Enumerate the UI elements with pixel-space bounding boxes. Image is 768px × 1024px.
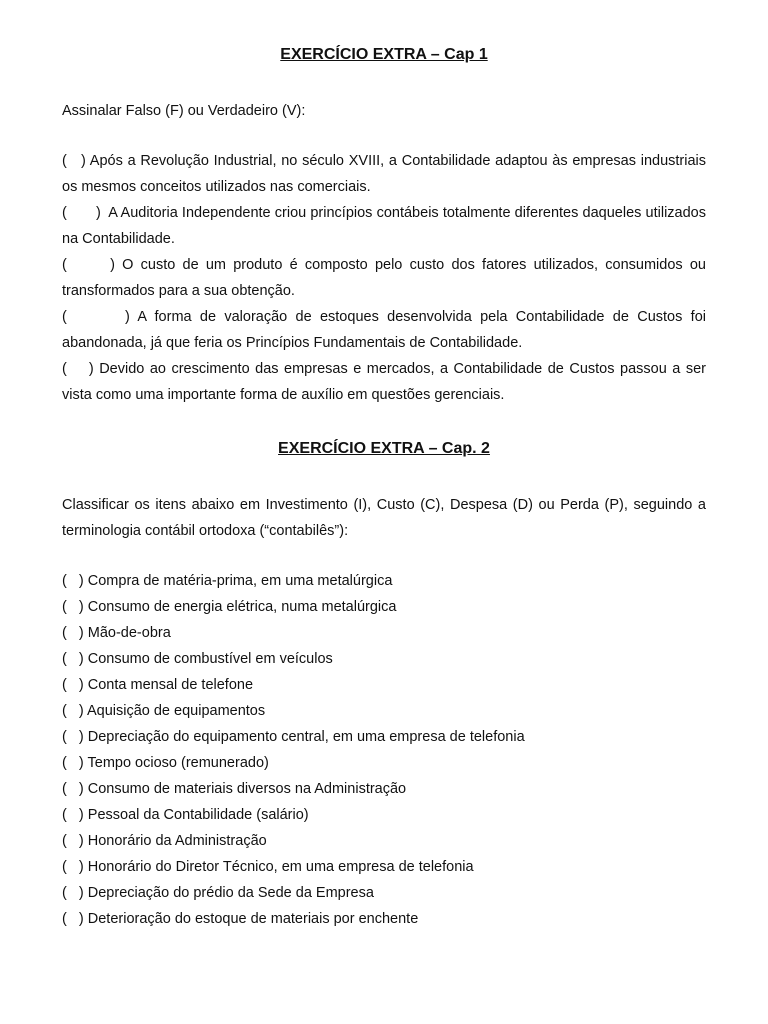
section2-item: ( ) Honorário da Administração (62, 833, 267, 849)
section2-item: ( ) Consumo de energia elétrica, numa metalúrgica (62, 599, 397, 615)
section1-item: ( ) O custo de um produto é composto pelo custo dos fatores utilizados, consumidos ou transformados para a sua obtenção. (62, 257, 711, 299)
section2-item: ( ) Consumo de combustível em veículos (62, 651, 333, 667)
section2-item: ( ) Deterioração do estoque de materiais por enchente (62, 911, 419, 927)
section2-item-list (62, 568, 706, 932)
section2-item: ( ) Depreciação do prédio da Sede da Empresa (62, 885, 374, 901)
section2-item: ( ) Honorário do Diretor Técnico, em uma empresa de telefonia (62, 859, 474, 875)
section2-item: ( ) Tempo ocioso (remunerado) (62, 755, 269, 771)
section1-item: ( ) A forma de valoração de estoques desenvolvida pela Contabilidade de Custos foi abandonada, já que feria os Princípios Fundamentais de Contabilidade. (62, 309, 711, 351)
section1-item-list (62, 148, 711, 408)
section1-instruction: Assinalar Falso (F) ou Verdadeiro (V): (62, 103, 306, 119)
section2-instruction: Classificar os itens abaixo em Investimento (I), Custo (C), Despesa (D) ou Perda (P), seguindo a terminologia contábil ortodoxa (“contabilês”): (62, 497, 706, 539)
section1-item: ( ) Devido ao crescimento das empresas e mercados, a Contabilidade de Custos passou a ser vista como uma importante forma de auxílio em questões gerenciais. (62, 361, 711, 403)
section2-item: ( ) Compra de matéria-prima, em uma metalúrgica (62, 573, 393, 589)
section1-item: ( ) A Auditoria Independente criou princípios contábeis totalmente diferentes daqueles utilizados na Contabilidade. (62, 205, 711, 247)
section2-item: ( ) Pessoal da Contabilidade (salário) (62, 807, 309, 823)
section2-item: ( ) Aquisição de equipamentos (62, 703, 266, 719)
section2-item: ( ) Consumo de materiais diversos na Administração (62, 781, 407, 797)
section2-item: ( ) Depreciação do equipamento central, em uma empresa de telefonia (62, 729, 525, 745)
section2-item: ( ) Mão-de-obra (62, 625, 171, 641)
section2-item: ( ) Conta mensal de telefone (62, 677, 254, 693)
section1-item: ( ) Após a Revolução Industrial, no século XVIII, a Contabilidade adaptou às empresas industriais os mesmos conceitos utilizados nas comerciais. (62, 153, 711, 195)
section2-title: EXERCÍCIO EXTRA – Cap. 2 (278, 440, 490, 457)
section1-title: EXERCÍCIO EXTRA – Cap 1 (280, 46, 488, 63)
